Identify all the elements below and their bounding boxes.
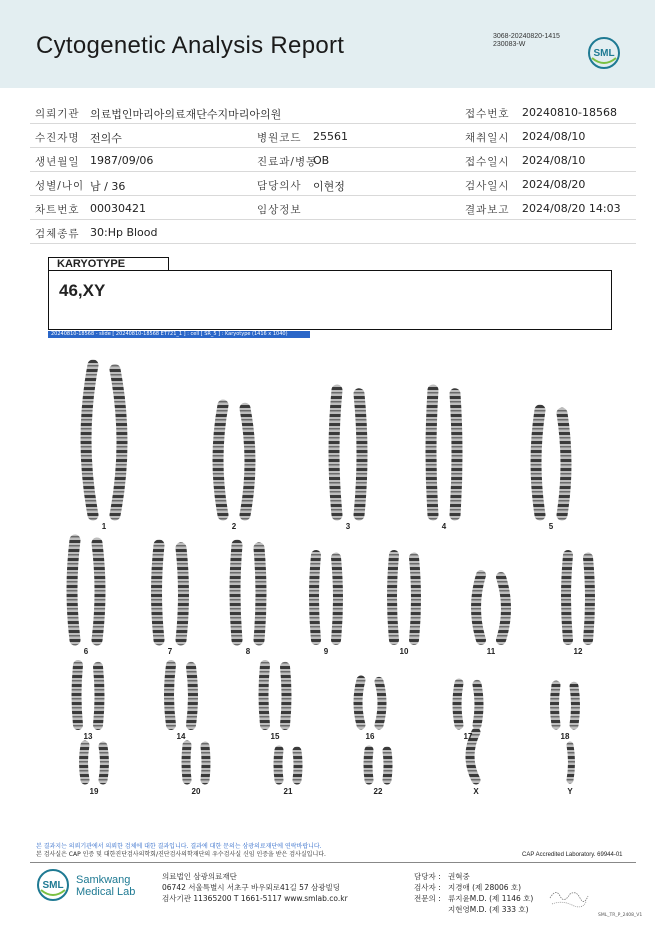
- info-value: 이현정: [313, 180, 345, 193]
- info-label: 검체종류: [35, 228, 80, 240]
- chromosome-label: 15: [270, 732, 280, 741]
- chromosome-label: 8: [245, 647, 251, 656]
- info-value: 2024/08/20: [522, 178, 586, 191]
- info-label: 검사일시: [465, 180, 510, 192]
- staff-name: 지경애 (제 28006 호): [448, 883, 522, 892]
- info-label: 진료과/병동: [257, 156, 318, 168]
- chromosome: [431, 390, 433, 515]
- staff-role: 담당자 :: [414, 872, 441, 881]
- brand-line1: Samkwang: [76, 874, 131, 886]
- info-value: 00030421: [90, 202, 146, 215]
- info-label: 병원코드: [257, 132, 302, 144]
- chromosome: [336, 558, 338, 640]
- chromosome-label: 21: [283, 787, 293, 796]
- info-row: [30, 220, 636, 244]
- chromosome-label: 11: [486, 647, 496, 656]
- signature-icon: [548, 884, 590, 908]
- info-label: 성별/나이: [35, 180, 85, 192]
- sml-logo-icon: [587, 36, 621, 70]
- chromosome: [77, 665, 79, 725]
- info-value: 20240810-18568: [522, 106, 617, 119]
- chromosome: [84, 745, 86, 780]
- info-value: 1987/09/06: [90, 154, 154, 167]
- chromosome-label: 9: [323, 647, 329, 656]
- chromosome: [574, 686, 576, 725]
- staff-name: 지현영M.D. (제 333 호): [448, 905, 529, 914]
- chromosome-label: 4: [441, 522, 447, 531]
- staff-row: [414, 882, 533, 893]
- karyogram-image: [0, 340, 655, 800]
- staff-row: [414, 871, 533, 882]
- chromosome: [297, 751, 298, 780]
- address-line1: 의료법인 삼광의료재단: [162, 872, 237, 881]
- chromosome: [334, 390, 337, 515]
- footer-notes: [36, 843, 326, 859]
- info-label: 채취일시: [465, 132, 510, 144]
- chromosome-label: 18: [560, 732, 570, 741]
- chromosome-pairs: [72, 365, 590, 780]
- karyogram-image-caption: 20240810-18568 - slide [ 20240810-18568 ET721_1 ] : cell [ SR_5 ] : Karyotype (1416 x 1040): [48, 331, 310, 338]
- lab-address: [162, 871, 348, 904]
- chromosome: [186, 745, 187, 780]
- chromosome: [278, 750, 279, 780]
- chromosome-label: X: [473, 787, 479, 796]
- address-line2: 06742 서울특별시 서초구 바우뫼로41길 57 삼광빌딩: [162, 883, 341, 892]
- chromosome: [536, 410, 540, 515]
- info-value: 2024/08/10: [522, 154, 586, 167]
- report-id-line2: 230083-W: [493, 41, 526, 48]
- chromosome: [264, 665, 266, 725]
- info-row: [30, 196, 636, 220]
- karyotype-label: KARYOTYPE: [48, 257, 169, 271]
- staff-role: 전문의 :: [414, 894, 441, 903]
- chromosome: [98, 667, 100, 725]
- chromosome-label: Y: [567, 787, 573, 796]
- chromosome: [392, 555, 394, 640]
- form-code: SML_TR_P_2408_V1: [598, 913, 643, 918]
- info-label: 접수번호: [465, 108, 510, 120]
- patient-info-table: [30, 100, 636, 244]
- info-value: 30:Hp Blood: [90, 226, 158, 239]
- info-label: 생년월일: [35, 156, 80, 168]
- chromosome: [387, 751, 388, 780]
- info-value: 2024/08/10: [522, 130, 586, 143]
- chromosome: [285, 667, 287, 725]
- chromosome: [245, 408, 250, 515]
- staff-row: [414, 893, 533, 904]
- info-label: 임상정보: [257, 204, 302, 216]
- staff-row: [414, 904, 533, 915]
- footer-divider: [30, 862, 636, 863]
- chromosome-label: 3: [345, 522, 351, 531]
- sml-logo-icon: [36, 868, 70, 902]
- sml-logo-text: SML: [593, 48, 615, 59]
- chromosome-label: 1: [101, 522, 107, 531]
- footer-note-certification: 본 검사실은 CAP 인증 및 대한진단검사의학회/진단검사의학재단의 우수검사실 신임 인증을 받은 검사실입니다.: [36, 851, 326, 858]
- chromosome: [218, 405, 223, 515]
- staff-name: 권혁중: [448, 872, 470, 881]
- address-line3: 검사기관 11365200 T 1661-5117 www.smlab.co.kr: [162, 894, 348, 903]
- info-value: 남 / 36: [90, 180, 126, 193]
- chromosome: [566, 555, 568, 640]
- info-label: 수진자명: [35, 132, 80, 144]
- chromosome: [72, 540, 75, 640]
- chromosome: [157, 545, 160, 640]
- staff-role: 검사자 :: [414, 883, 441, 892]
- info-row: [30, 100, 636, 124]
- cap-accreditation: CAP Accredited Laboratory. 69944-01: [522, 852, 623, 858]
- chromosome: [455, 394, 457, 515]
- info-label: 접수일시: [465, 156, 510, 168]
- info-row: [30, 172, 636, 196]
- chromosome-label: 22: [373, 787, 383, 796]
- chromosome: [457, 683, 459, 725]
- info-value: 전의수: [90, 132, 122, 145]
- staff-list: [414, 871, 533, 915]
- chromosome-label: 17: [463, 732, 473, 741]
- info-value: 2024/08/20 14:03: [522, 202, 621, 215]
- chromosome: [359, 394, 362, 515]
- chromosome-label: 20: [191, 787, 201, 796]
- chromosome: [103, 746, 105, 780]
- karyotype-result-box: [48, 270, 612, 330]
- chromosome: [555, 685, 557, 725]
- chromosome: [86, 365, 93, 515]
- staff-name: 류지윤M.D. (제 1146 호): [448, 894, 534, 903]
- chromosome-label: 10: [399, 647, 409, 656]
- chromosome: [115, 370, 122, 516]
- chromosome-label: 14: [176, 732, 186, 741]
- info-label: 결과보고: [465, 204, 510, 216]
- chromosome: [191, 667, 193, 725]
- karyotype-value: 46,XY: [59, 281, 106, 300]
- brand-line2: Medical Lab: [76, 886, 136, 898]
- chromosome: [562, 413, 566, 515]
- chromosome-label: 12: [573, 647, 583, 656]
- report-id: [493, 33, 560, 49]
- chromosome: [501, 577, 506, 640]
- info-label: 차트번호: [35, 204, 80, 216]
- chromosome: [358, 680, 361, 725]
- chromosome: [97, 543, 100, 640]
- report-title: Cytogenetic Analysis Report: [36, 32, 345, 59]
- info-value: 의료법인마리아의료재단수지마리아의원: [90, 108, 282, 121]
- chromosome-label: 16: [365, 732, 375, 741]
- report-id-line1: 3068-20240820-1415: [493, 33, 560, 40]
- chromosome: [368, 750, 369, 780]
- chromosome-label: 5: [548, 522, 554, 531]
- chromosome-label: 6: [83, 647, 89, 656]
- info-row: [30, 148, 636, 172]
- info-label: 의뢰기관: [35, 108, 80, 120]
- chromosome: [181, 548, 184, 640]
- chromosome: [588, 558, 590, 640]
- sml-logo-text: SML: [42, 880, 64, 891]
- chromosome: [314, 555, 316, 640]
- chromosome-label: 2: [231, 522, 237, 531]
- chromosome: [235, 545, 237, 640]
- chromosome-label: 19: [89, 787, 99, 796]
- chromosome: [477, 684, 479, 725]
- brand-name: [76, 874, 135, 898]
- info-row: [30, 124, 636, 148]
- chromosome: [205, 746, 206, 780]
- footer-note-result: 본 결과지는 의뢰기관에서 의뢰한 검체에 대한 결과입니다. 결과에 대한 문의는 삼광의료재단에 연락바랍니다.: [36, 843, 322, 850]
- chromosome-label: 13: [83, 732, 93, 741]
- chromosome: [414, 558, 416, 640]
- info-value: OB: [313, 154, 330, 167]
- chromosome: [379, 681, 382, 725]
- chromosome: [169, 665, 171, 725]
- chromosome-label: 7: [167, 647, 173, 656]
- chromosome: [570, 745, 572, 780]
- info-value: 25561: [313, 130, 348, 143]
- chromosome: [476, 575, 481, 640]
- chromosome: [259, 548, 261, 640]
- info-label: 담당의사: [257, 180, 302, 192]
